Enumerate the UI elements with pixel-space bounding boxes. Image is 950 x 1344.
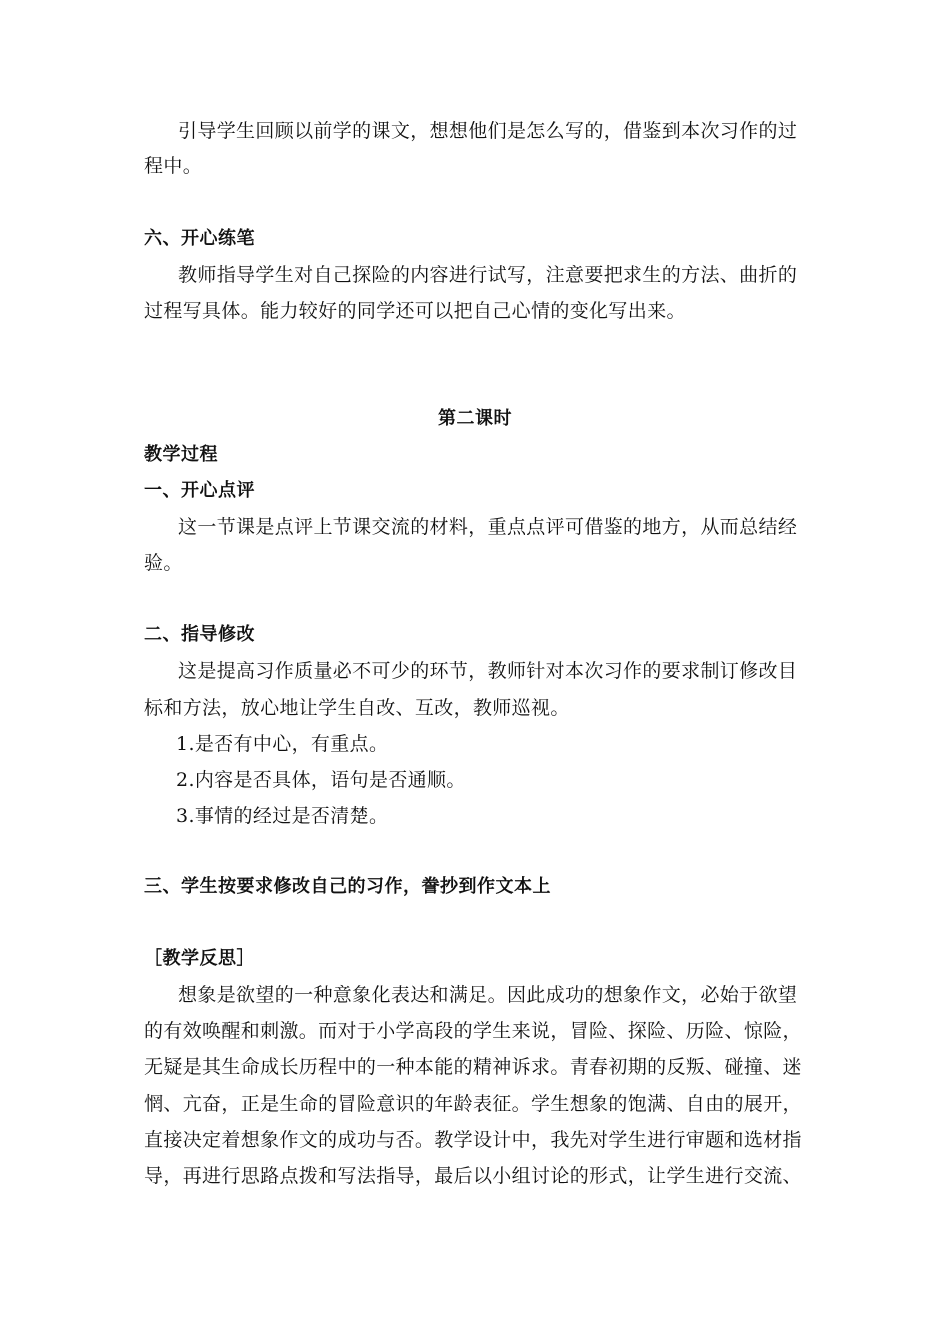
teaching-process-heading: 教学过程 — [144, 444, 218, 465]
part2-heading: 二、指导修改 — [144, 624, 255, 645]
part1-paragraph-line-1: 这一节课是点评上节课交流的材料，重点点评可借鉴的地方，从而总结经 — [178, 516, 798, 538]
part3-heading: 三、学生按要求修改自己的习作，誊抄到作文本上 — [144, 876, 551, 897]
part2-paragraph-line-1: 这是提高习作质量必不可少的环节，教师针对本次习作的要求制订修改目 — [178, 660, 798, 682]
reflection-line: 惘、亢奋，正是生命的冒险意识的年龄表征。学生想象的饱满、自由的展开， — [144, 1093, 802, 1115]
section5-paragraph-line-2: 程中。 — [144, 155, 203, 177]
part1-heading: 一、开心点评 — [144, 480, 255, 501]
section5-paragraph-line-1: 引导学生回顾以前学的课文，想想他们是怎么写的，借鉴到本次习作的过 — [178, 120, 798, 142]
part2-paragraph-line-2: 标和方法，放心地让学生自改、互改，教师巡视。 — [144, 697, 570, 719]
part1-paragraph-line-2: 验。 — [144, 552, 183, 574]
list-item: 3.事情的经过是否清楚。 — [176, 805, 389, 827]
list-item: 2.内容是否具体，语句是否通顺。 — [176, 769, 466, 791]
list-item: 1.是否有中心，有重点。 — [176, 733, 389, 755]
reflection-line: 无疑是其生命成长历程中的一种本能的精神诉求。青春初期的反叛、碰撞、迷 — [144, 1056, 802, 1078]
section6-heading: 六、开心练笔 — [144, 228, 255, 249]
reflection-heading: ［教学反思］ — [144, 948, 255, 969]
section6-paragraph-line-2: 过程写具体。能力较好的同学还可以把自己心情的变化写出来。 — [144, 300, 686, 322]
section6-paragraph-line-1: 教师指导学生对自己探险的内容进行试写，注意要把求生的方法、曲折的 — [178, 264, 798, 286]
reflection-line: 的有效唤醒和刺激。而对于小学高段的学生来说，冒险、探险、历险、惊险， — [144, 1020, 802, 1042]
reflection-line: 直接决定着想象作文的成功与否。教学设计中，我先对学生进行审题和选材指 — [144, 1129, 802, 1151]
reflection-line: 想象是欲望的一种意象化表达和满足。因此成功的想象作文，必始于欲望 — [178, 984, 798, 1006]
reflection-line: 导，再进行思路点拨和写法指导，最后以小组讨论的形式，让学生进行交流、 — [144, 1165, 802, 1187]
lesson2-title: 第二课时 — [438, 408, 512, 429]
